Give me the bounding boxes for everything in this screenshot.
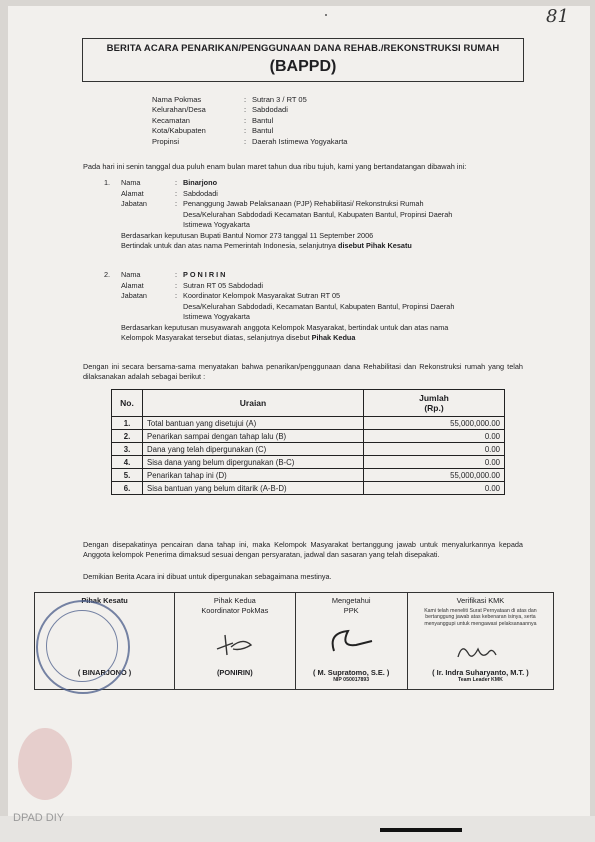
info-row: Nama Pokmas : Sutran 3 / RT 05	[152, 95, 307, 104]
party-basis: Berdasarkan keputusan musyawarah anggota Kelompok Masyarakat, bertindak untuk dan atas nama	[121, 322, 449, 332]
party-position-3: Istimewa Yogyakarta	[183, 312, 250, 321]
intro-text: Pada hari ini senin tanggal dua puluh enam bulan maret tahun dua ribu tujuh, kami yang bertandatangan dibawah ini:	[83, 162, 467, 171]
party-position-2: Desa/Kelurahan Sabdodadi Kecamatan Bantul, Kabupaten Bantul, Propinsi Daerah	[183, 209, 453, 219]
party-acting: Kelompok Masyarakat tersebut diatas, selanjutnya disebut	[121, 333, 310, 342]
party-position-2: Desa/Kelurahan Sabdodadi, Kecamatan Bantul, Kabupaten Bantul, Propinsi Daerah	[183, 301, 455, 311]
header-amount-unit: (Rp.)	[424, 403, 444, 413]
signature-ppk	[295, 593, 407, 689]
info-row: Kecamatan : Bantul	[152, 115, 274, 125]
party-name: PONIRIN	[183, 270, 228, 279]
statement-closing: Demikian Berita Acara ini dibuat untuk dipergunakan sebagaimana mestinya.	[83, 572, 332, 581]
sig-sub: PPK	[343, 605, 359, 615]
table-row	[112, 456, 505, 469]
party-acting: Bertindak untuk dan atas nama Pemerintah Indonesia, selanjutnya	[121, 241, 336, 250]
sig-name: (PONIRIN)	[216, 667, 253, 677]
sig-header: Mengetahui	[331, 596, 371, 605]
sig-statement: Kami telah meneliti Surat Pernyataan di atas dan bertanggung jawab atas kebenaran isinya, serta menyanggupi untuk mengawasi pelaksanaannya	[424, 607, 537, 628]
info-label: Propinsi	[152, 136, 180, 146]
title-line2: (BAPPD)	[269, 58, 337, 75]
official-stamp	[36, 600, 130, 694]
info-row: Kelurahan/Desa : Sabdodadi	[152, 105, 288, 115]
signature-scribble	[326, 623, 376, 659]
party-address: Sutran RT 05 Sabdodadi	[183, 280, 264, 290]
info-label: Nama Pokmas	[152, 95, 202, 104]
party-acting-role: Pihak Kedua	[311, 333, 356, 342]
table-row	[112, 469, 505, 482]
info-row: Kota/Kabupaten : Bantul	[152, 126, 274, 136]
signature-scribble	[452, 639, 512, 665]
speck	[325, 14, 327, 16]
signature-kmk	[407, 593, 553, 689]
party-position-3: Istimewa Yogyakarta	[183, 220, 250, 229]
info-value: Bantul	[252, 115, 274, 125]
party-number: 2.	[104, 270, 111, 279]
row-desc: Sisa dana yang belum dipergunakan (B-C)	[143, 456, 364, 469]
address-label: Alamat	[121, 188, 144, 198]
info-label: Kecamatan	[152, 115, 190, 125]
info-value: Daerah Istimewa Yogyakarta	[252, 136, 348, 146]
table-row	[112, 430, 505, 443]
row-no: 5.	[112, 469, 143, 482]
archive-logo-watermark	[18, 728, 72, 800]
row-amount: 0.00	[364, 443, 505, 456]
row-amount: 55,000,000.00	[364, 469, 505, 482]
row-desc: Dana yang telah dipergunakan (C)	[143, 443, 364, 456]
fund-table	[111, 389, 505, 495]
row-amount: 55,000,000.00	[364, 417, 505, 430]
sig-sub: Koordinator PokMas	[201, 605, 269, 615]
info-row: Propinsi : Daerah Istimewa Yogyakarta	[152, 136, 348, 146]
bottom-strip	[0, 816, 595, 842]
row-no: 6.	[112, 482, 143, 495]
info-label: Kelurahan/Desa	[152, 105, 206, 115]
row-amount: 0.00	[364, 430, 505, 443]
pokmas-info	[152, 95, 347, 147]
row-no: 4.	[112, 456, 143, 469]
sig-header: Pihak Kesatu	[81, 596, 128, 605]
party-number: 1.	[104, 178, 111, 187]
row-amount: 0.00	[364, 456, 505, 469]
address-label: Alamat	[121, 280, 144, 290]
sig-name: ( M. Supratomo, S.E. )	[312, 667, 390, 677]
archive-watermark: DPAD DIY	[13, 812, 65, 824]
info-value: Bantul	[252, 126, 274, 136]
table-row	[112, 482, 505, 495]
title-box	[82, 38, 524, 82]
table-row	[112, 443, 505, 456]
signature-party-two	[174, 593, 294, 689]
handwritten-page-number: 81	[546, 6, 569, 27]
row-amount: 0.00	[364, 482, 505, 495]
position-label: Jabatan	[121, 291, 147, 300]
row-desc: Sisa bantuan yang belum ditarik (A-B-D)	[143, 482, 364, 495]
name-label: Nama	[121, 270, 141, 279]
party-address: Sabdodadi	[183, 188, 218, 198]
row-no: 2.	[112, 430, 143, 443]
sig-name: ( Ir. Indra Suharyanto, M.T. )	[432, 667, 529, 677]
statement-agreement: Dengan disepakatinya pencairan dana tahap ini, maka Kelompok Masyarakat bertanggung jawab untuk menyalurkannya kepada Anggota kelompok Penerima dimaksud sesuai dengan persyaratan, jadwal dan sasaran yang telah disepakati.	[83, 540, 523, 560]
position-label: Jabatan	[121, 199, 147, 208]
info-value: Sabdodadi	[252, 105, 288, 115]
sig-name: ( BINARJONO )	[77, 667, 132, 677]
header-amount	[364, 390, 505, 417]
header-desc: Uraian	[143, 390, 364, 417]
party-basis: Berdasarkan keputusan Bupati Bantul Nomor 273 tanggal 11 September 2006	[121, 230, 374, 240]
title-line1: BERITA ACARA PENARIKAN/PENGGUNAAN DANA REHAB./REKONSTRUKSI RUMAH	[106, 43, 500, 54]
row-desc: Penarikan sampai dengan tahap lalu (B)	[143, 430, 364, 443]
table-header-row	[112, 390, 505, 417]
header-no: No.	[112, 390, 143, 417]
header-amount-label: Jumlah	[419, 393, 449, 403]
party-two: 2. Nama : PONIRIN Alamat : Sutran RT 05 Sabdodadi Jabatan : Koordinator Kelompok Masyarakat Sutran RT 05 Desa/Kelurahan Sabdodadi, Kecamatan Bantul, Kabupaten Bantul, Propinsi Daerah Istimewa Yogyakarta Berdasarkan keputusan musyawarah anggota Kelompok Masyarakat, bertindak untuk dan atas nama Kelompok Masyarakat tersebut diatas, selanjutnya disebut Pihak Kedua	[104, 270, 521, 344]
statement-intro: Dengan ini secara bersama-sama menyatakan bahwa penarikan/penggunaan dana Rehabilitasi dan Rekonstruksi rumah yang telah dilaksanakan adalah sebagai berikut :	[83, 362, 523, 382]
row-desc: Total bantuan yang disetujui (A)	[143, 417, 364, 430]
row-no: 1.	[112, 417, 143, 430]
name-label: Nama	[121, 178, 141, 187]
black-bar	[380, 828, 462, 832]
party-name: Binarjono	[183, 178, 218, 187]
signature-scribble	[213, 629, 257, 659]
table-row	[112, 417, 505, 430]
party-acting-role: disebut Pihak Kesatu	[338, 241, 412, 250]
info-label: Kota/Kabupaten	[152, 126, 206, 136]
row-no: 3.	[112, 443, 143, 456]
party-position: Penanggung Jawab Pelaksanaan (PJP) Rehabilitasi/ Rekonstruksi Rumah	[183, 199, 424, 208]
party-position: Koordinator Kelompok Masyarakat Sutran RT 05	[183, 291, 341, 300]
row-desc: Penarikan tahap ini (D)	[143, 469, 364, 482]
sig-header: Pihak Kedua	[213, 596, 256, 605]
sig-role: Team Leader KMK	[457, 676, 503, 683]
sig-nip: NIP 050017893	[333, 676, 370, 683]
info-value: Sutran 3 / RT 05	[252, 95, 307, 104]
sig-header: Verifikasi KMK	[456, 596, 505, 605]
party-one: 1. Nama : Binarjono Alamat : Sabdodadi Jabatan : Penanggung Jawab Pelaksanaan (PJP) Rehabilitasi/ Rekonstruksi Rumah Desa/Kelurahan Sabdodadi Kecamatan Bantul, Kabupaten Bantul, Propinsi Daerah Istimewa Yogyakarta Berdasarkan keputusan Bupati Bantul Nomor 273 tanggal 11 September 2006 Bertindak untuk dan atas nama Pemerintah Indonesia, selanjutnya disebut Pihak Kesatu	[104, 178, 521, 252]
